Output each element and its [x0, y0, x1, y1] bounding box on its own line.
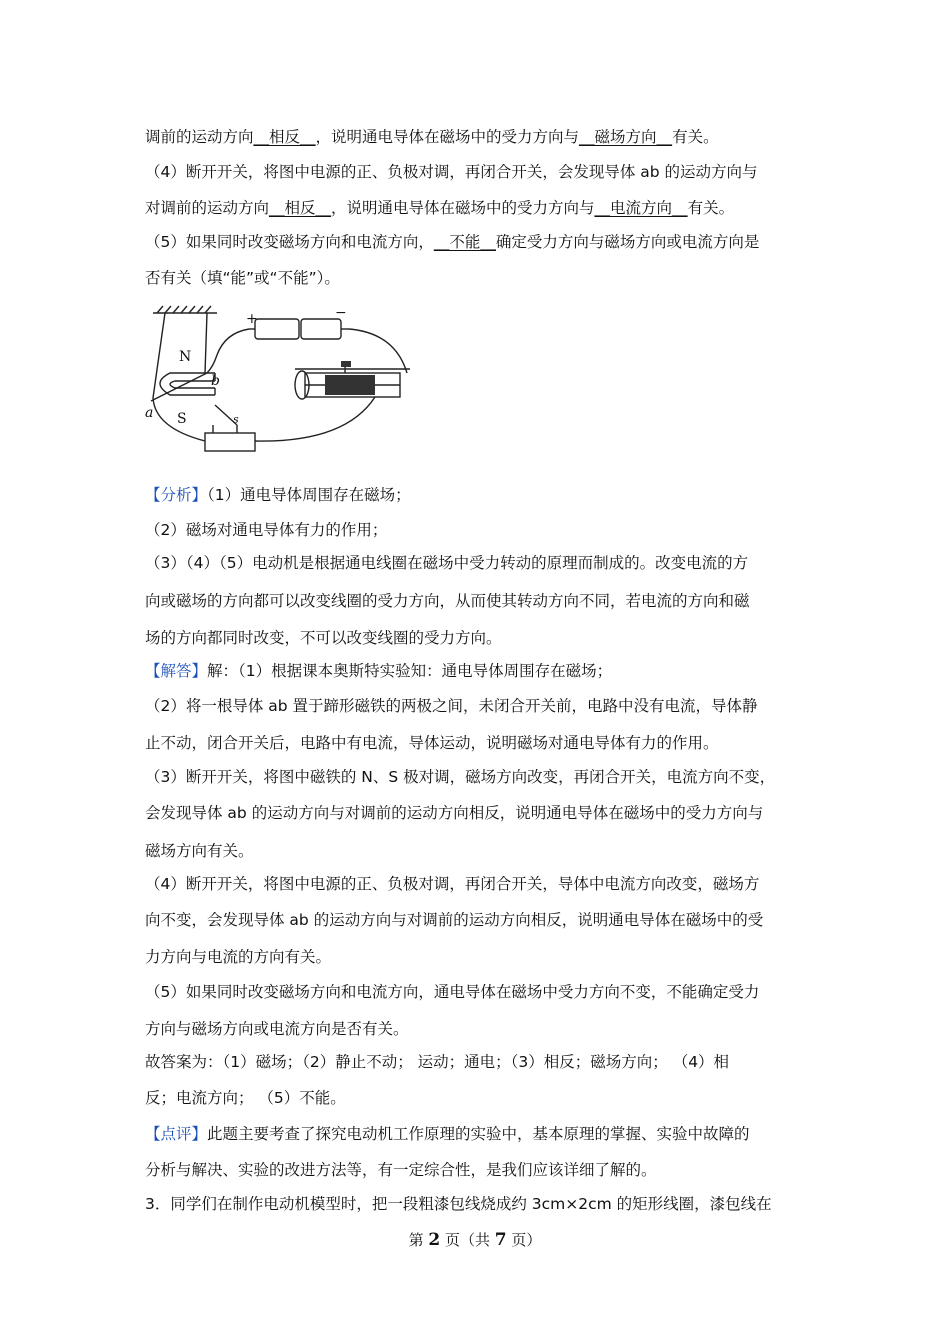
- text-line-5: 否有关（填“能”或“不能”）。: [145, 269, 340, 287]
- total-pages: 7: [494, 1230, 507, 1250]
- analysis-line-3: （3）（4）（5）电动机是根据通电线圈在磁场中受力转动的原理而制成的。改变电流的方: [145, 554, 749, 572]
- solution-line-2: （2）将一根导体 ab 置于蹄形磁铁的两极之间，未闭合开关前，电路中没有电流，导体静: [145, 697, 758, 715]
- next-question: 3．同学们在制作电动机模型时，把一段粗漆包线烧成约 3cm×2cm 的矩形线圈，漆包线在: [145, 1195, 772, 1213]
- label-a: a: [145, 405, 154, 421]
- solution-line-12: 故答案为：（1）磁场；（2）静止不动； 运动；通电；（3）相反；磁场方向； （4）相: [145, 1053, 730, 1071]
- label-b: b: [211, 373, 220, 389]
- comment-line-1: [145, 1124, 750, 1144]
- line-text: ，说明通电导体在磁场中的受力方向与: [331, 199, 595, 217]
- analysis-tag: 【分析】: [145, 486, 208, 504]
- solution-line-6: 磁场方向有关。: [145, 842, 254, 860]
- analysis-line-1: [145, 485, 411, 505]
- solution-line-8: 向不变，会发现导体 ab 的运动方向与对调前的运动方向相反，说明通电导体在磁场中的受: [145, 911, 764, 929]
- label-s: S: [177, 411, 187, 427]
- solution-line-1: [145, 661, 612, 681]
- solution-line-13: 反；电流方向； （5）不能。: [145, 1089, 346, 1107]
- solution-line-9: 力方向与电流的方向有关。: [145, 948, 332, 966]
- line-text: ，说明通电导体在磁场中的受力方向与: [315, 128, 580, 146]
- page-footer: [0, 1229, 950, 1250]
- label-minus: −: [335, 305, 347, 321]
- footer-text: 页）: [506, 1231, 542, 1249]
- line-text: 确定受力方向与磁场方向或电流方向是: [495, 233, 760, 251]
- line-text: 解：（1）根据课本奥斯特实验知：通电导体周围存在磁场；: [207, 662, 613, 680]
- label-switch: s: [233, 413, 239, 426]
- analysis-line-4: 向或磁场的方向都可以改变线圈的受力方向，从而使其转动方向不同，若电流的方向和磁: [145, 592, 750, 610]
- comment-line-2: 分析与解决、实验的改进方法等，有一定综合性，是我们应该详细了解的。: [145, 1161, 657, 1179]
- line-text: 有关。: [672, 128, 719, 146]
- line-text: 对调前的运动方向: [145, 199, 270, 217]
- analysis-line-2: （2）磁场对通电导体有力的作用；: [145, 521, 388, 539]
- label-n: N: [179, 349, 192, 365]
- label-plus: +: [246, 311, 258, 327]
- answer-blank: __相反__: [269, 199, 332, 217]
- analysis-line-5: 场的方向都同时改变，不可以改变线圈的受力方向。: [145, 629, 502, 647]
- circuit-diagram: [145, 303, 420, 463]
- line-text: 此题主要考查了探究电动机工作原理的实验中，基本原理的掌握、实验中故障的: [207, 1125, 750, 1143]
- solution-line-7: （4）断开开关，将图中电源的正、负极对调，再闭合开关，导体中电流方向改变，磁场方: [145, 875, 760, 893]
- solution-line-4: （3）断开开关，将图中磁铁的 N、S 极对调，磁场方向改变，再闭合开关，电流方向不变，: [145, 768, 776, 786]
- comment-tag: 【点评】: [145, 1125, 208, 1143]
- solution-line-5: 会发现导体 ab 的运动方向与对调前的运动方向相反，说明通电导体在磁场中的受力方向与: [145, 804, 764, 822]
- answer-blank: __电流方向__: [594, 199, 688, 217]
- text-line-3: [145, 198, 734, 218]
- line-text: 有关。: [687, 199, 735, 217]
- solution-line-11: 方向与磁场方向或电流方向是否有关。: [145, 1020, 409, 1038]
- text-line-4: [145, 232, 759, 252]
- line-text: 调前的运动方向: [145, 128, 254, 146]
- footer-text: 页（共: [440, 1231, 495, 1249]
- answer-blank: __磁场方向__: [579, 128, 673, 146]
- text-line-2: （4）断开开关，将图中电源的正、负极对调，再闭合开关，会发现导体 ab 的运动方向与: [145, 163, 758, 181]
- answer-blank: __不能__: [433, 233, 496, 251]
- text-line-1: [145, 127, 719, 147]
- line-text: （1）通电导体周围存在磁场；: [207, 486, 411, 504]
- line-text: （5）如果同时改变磁场方向和电流方向，: [145, 233, 434, 251]
- solution-tag: 【解答】: [145, 662, 208, 680]
- answer-blank: __相反__: [253, 128, 316, 146]
- footer-text: 第: [408, 1231, 429, 1249]
- solution-line-10: （5）如果同时改变磁场方向和电流方向，通电导体在磁场中受力方向不变，不能确定受力: [145, 983, 760, 1001]
- page-number: 2: [428, 1230, 441, 1250]
- solution-line-3: 止不动，闭合开关后，电路中有电流，导体运动，说明磁场对通电导体有力的作用。: [145, 734, 719, 752]
